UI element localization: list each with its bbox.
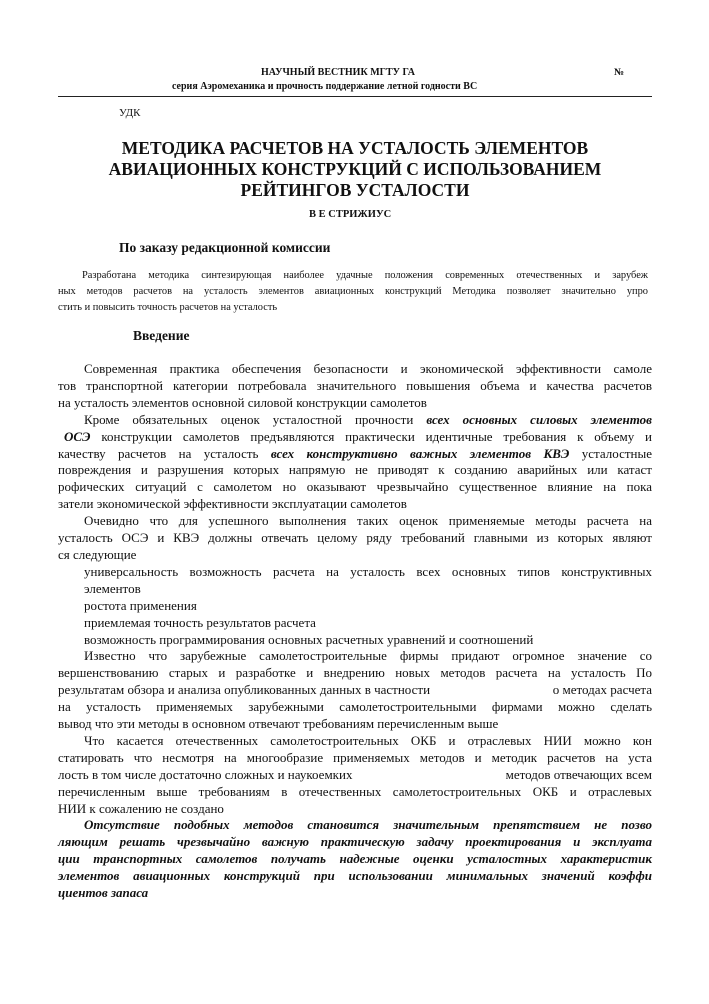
body-text (58, 361, 652, 902)
list-item: ростота применения (84, 597, 197, 613)
paragraph-line: Современная практика обеспечения безопасности и экономической эффективности самоле (84, 361, 652, 376)
commission-note: По заказу редакционной комиссии (119, 240, 331, 255)
list-item: возможность программирования основных расчетных уравнений и соотношений (84, 631, 534, 647)
paragraph-line: ции транспортных самолетов получать надежные оценки усталостных характеристик (58, 851, 652, 867)
title-line: МЕТОДИКА РАСЧЕТОВ НА УСТАЛОСТЬ ЭЛЕМЕНТОВ (121, 138, 589, 158)
paragraph-line: тов транспортной категории потребовала значительного повышения объема и качества расчетов (58, 377, 652, 393)
paragraph-line: лость в том числе достаточно сложных и наукоемких методов отвечающих всем (58, 766, 652, 782)
journal-title: НАУЧНЫЙ ВЕСТНИК МГТУ ГА (261, 67, 416, 78)
article-title (90, 138, 620, 201)
abstract-line: стить и повысить точность расчетов на усталость (58, 302, 278, 313)
paragraph-line: Что касается отечественных самолетостроительных ОКБ и отраслевых НИИ можно кон (84, 732, 652, 748)
author: В Е СТРИЖИУС (309, 209, 392, 220)
paragraph-line: Известно что зарубежные самолетостроительные фирмы придают огромное значение со (84, 648, 652, 664)
paragraph-line: циентов запаса (58, 885, 149, 901)
paragraph-line: Очевидно что для успешного выполнения таких оценок применяемые методы расчета на (84, 513, 652, 529)
paragraph-line: вершенствованию старых и разработке и внедрению новых методов расчета на усталость По (58, 665, 652, 681)
title-line: АВИАЦИОННЫХ КОНСТРУКЦИЙ С ИСПОЛЬЗОВАНИЕМ (108, 159, 602, 179)
paragraph-line: ся следующие (58, 546, 137, 562)
list-item: приемлемая точность результатов расчета (84, 614, 316, 630)
udk-label: УДК (119, 107, 141, 119)
paragraph-line: Кроме обязательных оценок усталостной прочности всех основных силовых элементов (84, 411, 652, 427)
paragraph-line: рофических ситуаций с самолетом но оказывают чрезвычайно существенное влияние на пока (58, 479, 652, 495)
abstract (58, 268, 648, 316)
list-item: универсальность возможность расчета на усталость всех основных типов конструктивных (84, 563, 652, 579)
paragraph-line: результатам обзора и анализа опубликованных данных в частности о методах расчета (58, 682, 652, 698)
paragraph-line: НИИ к сожалению не создано (58, 800, 224, 816)
paragraph-line: статировать что несмотря на многообразие применяемых методов и методик расчетов на уста (58, 749, 652, 765)
title-line: РЕЙТИНГОВ УСТАЛОСТИ (240, 180, 470, 200)
intro-heading: Введение (133, 328, 190, 343)
paragraph-line: усталость ОСЭ и КВЭ должны отвечать целому ряду требований главными из которых являют (58, 530, 652, 546)
paragraph-line: Отсутствие подобных методов становится значительным препятствием не позво (84, 817, 652, 833)
journal-series: серия Аэромеханика и прочность поддержание летной годности ВС (172, 81, 478, 92)
abstract-line: ных методов расчетов на усталость элементов авиационных конструкций Методика позволяет значительно упро (58, 286, 648, 297)
paragraph-line: перечисленным выше требованиям в отечественных самолетостроительных ОКБ и отраслевых (58, 783, 652, 799)
header-rule (58, 96, 652, 97)
abstract-line: Разработана методика синтезирующая наиболее удачные положения современных отечественных и зарубеж (82, 270, 648, 281)
paragraph-line: качеству расчетов на усталость всех конструктивно важных элементов КВЭ усталостные (58, 445, 652, 461)
paragraph-line: вывод что эти методы в основном отвечают требованиям перечисленным выше (58, 716, 499, 732)
paragraph-line: элементов авиационных конструкций при использовании минимальных значений коэффи (58, 868, 652, 884)
paragraph-line: ОСЭ конструкции самолетов предъявляются практически идентичные требования к объему и (64, 428, 652, 444)
paragraph-line: на усталость применяемых зарубежными самолетостроительными фирмами можно сделать (58, 699, 652, 715)
list-item: элементов (84, 580, 141, 596)
issue-number-sign: № (614, 67, 625, 78)
paragraph-line: затели экономической эффективности эксплуатации самолетов (58, 496, 407, 512)
paragraph-line: ляющим решать чрезвычайно важную практическую задачу проектирования и эксплуата (58, 834, 652, 850)
paragraph-line: повреждения и разрушения которых напрямую не приводят к созданию аварийных или катаст (58, 462, 652, 478)
paragraph-line: на усталость элементов основной силовой конструкции самолетов (58, 394, 427, 410)
